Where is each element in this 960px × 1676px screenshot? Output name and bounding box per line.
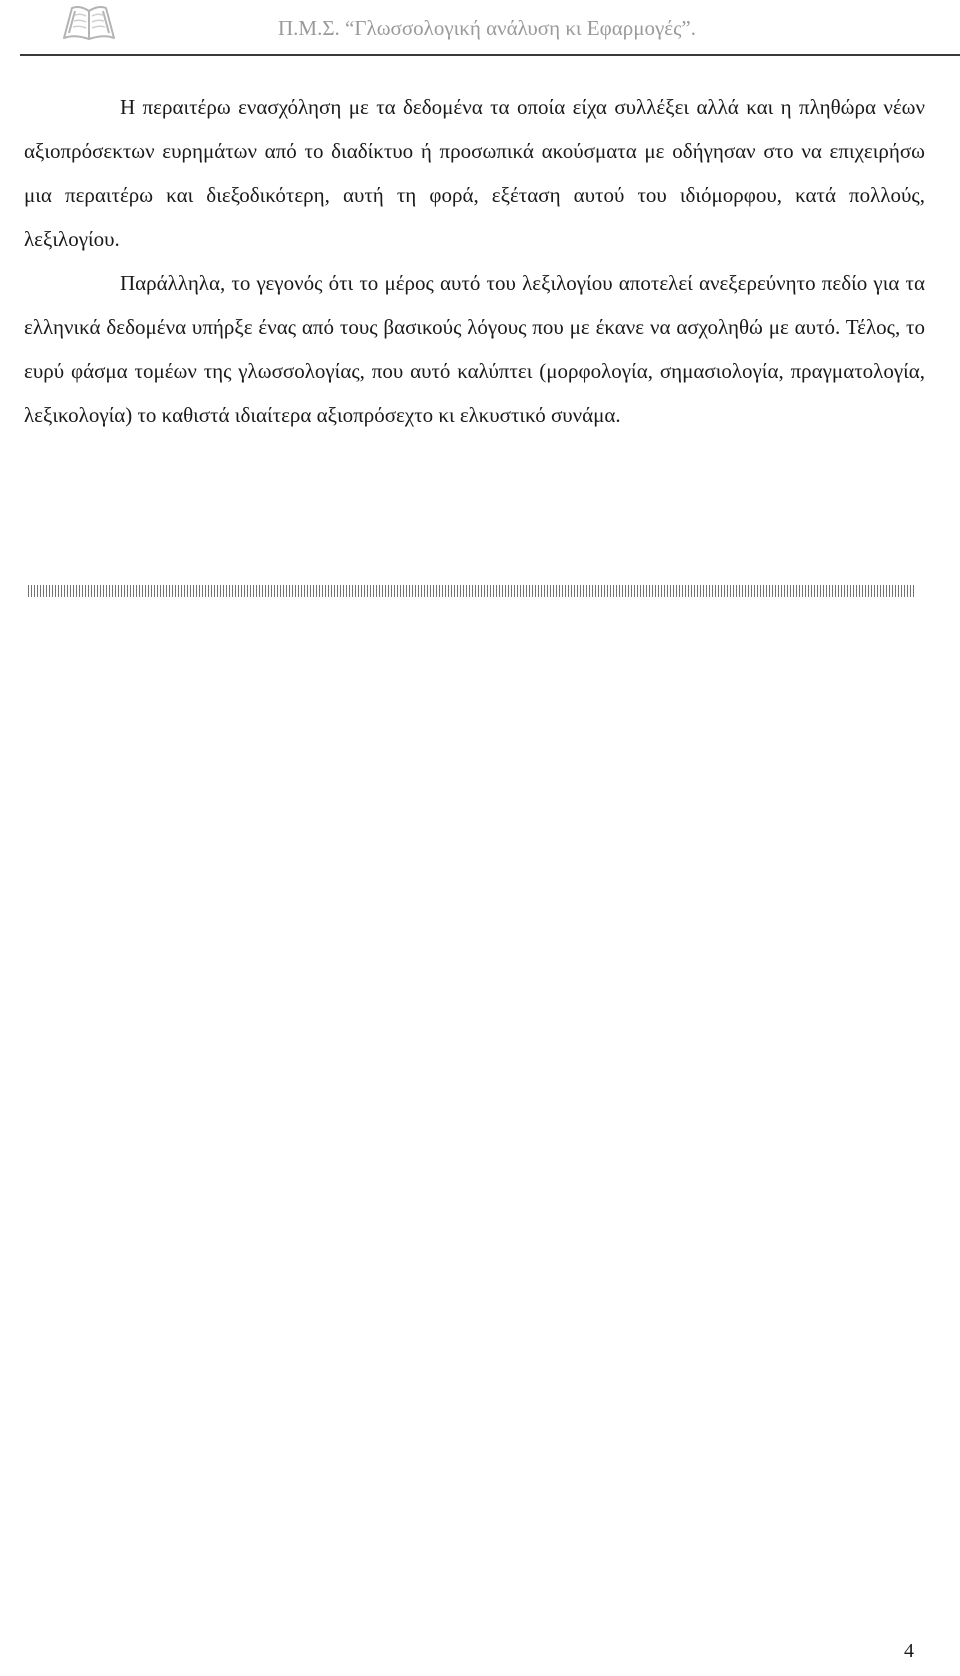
header-rule xyxy=(20,54,960,56)
page-number: 4 xyxy=(904,1640,914,1662)
header-title: Π.Μ.Σ. “Γλωσσολογική ανάλυση κι Εφαρμογές”. xyxy=(277,16,696,40)
page-header xyxy=(0,0,960,60)
paragraph-1: Η περαιτέρω ενασχόληση με τα δεδομένα τα οποία είχα συλλέξει αλλά και η πληθώρα νέων αξιοπρόσεκτων ευρημάτων από το διαδίκτυο ή προσωπικά ακούσματα με οδήγησαν στο να επιχειρήσω μια περαιτέρω και διεξοδικότερη, αυτή τη φορά, εξέταση αυτού του ιδιόμορφου, κατά πολλούς, λεξιλογίου. xyxy=(24,95,925,251)
paragraph-2: Παράλληλα, το γεγονός ότι το μέρος αυτό του λεξιλογίου αποτελεί ανεξερεύνητο πεδίο για τα ελληνικά δεδομένα υπήρξε ένας από τους βασικούς λόγους που με έκανε να ασχοληθώ με αυτό. Τέλος, το ευρύ φάσμα τομέων της γλωσσολογίας, που αυτό καλύπτει (μορφολογία, σημασιολογία, πραγματολογία, λεξικολογία) το καθιστά ιδιαίτερα αξιοπρόσεχτο κι ελκυστικό συνάμα. xyxy=(24,271,925,427)
body-text xyxy=(24,85,925,437)
open-book-icon xyxy=(60,2,118,42)
section-divider xyxy=(28,585,915,597)
